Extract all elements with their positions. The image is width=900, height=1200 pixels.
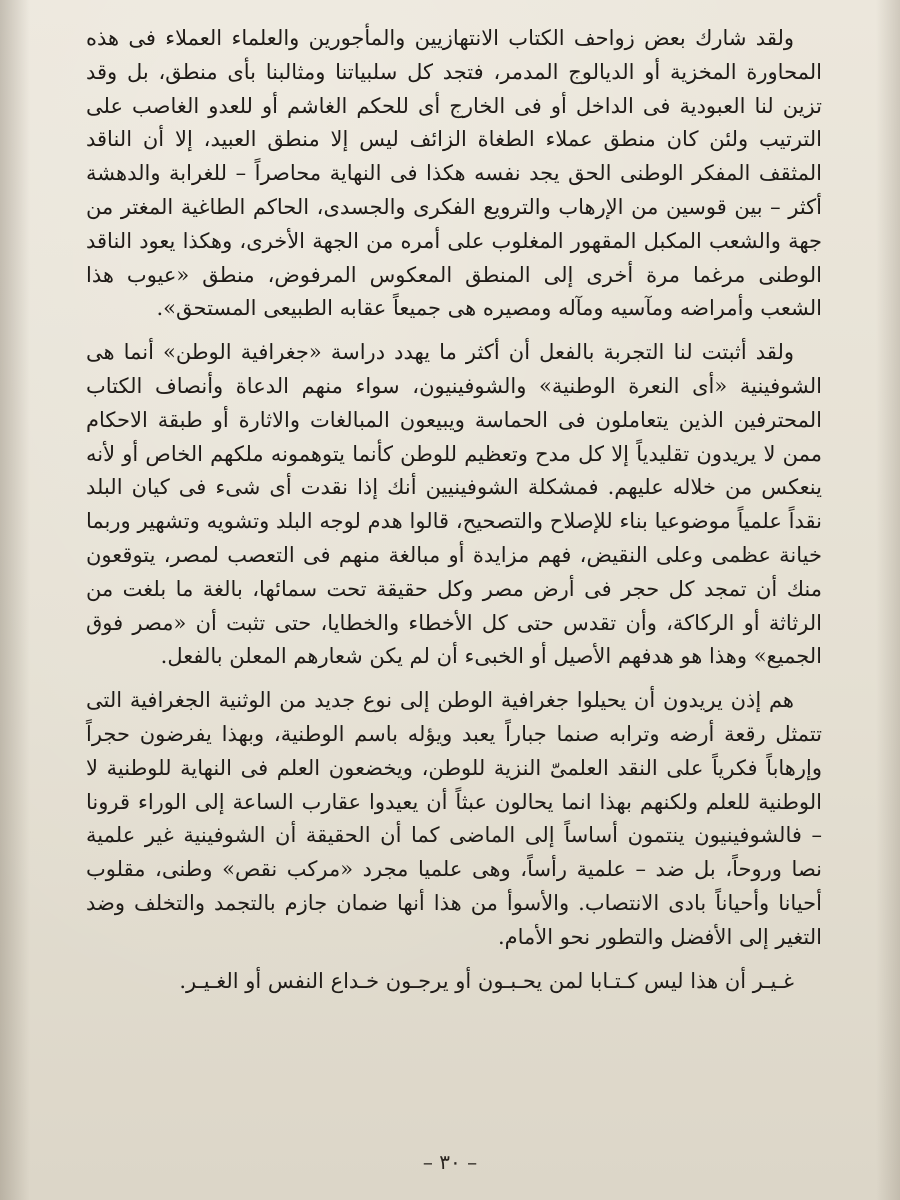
- paragraph-1: ولقد شارك بعض زواحف الكتاب الانتهازيين والمأجورين والعلماء العملاء فى هذه المحاورة المخزية أو الديالوج المدمر، فتجد كل سلبياتنا ومثالبنا بأى منطق، بل وقد تزين لنا العبودية فى الداخل أو فى الخارج أى للحكم الغاشم أو للعدو الغاصب على الترتيب ولئن كان منطق عملاء الطغاة الزائف ليس إلا منطق العبيد، إلا أن الناقد المثقف المفكر الوطنى الحق يجد نفسه هكذا فى النهاية محاصراً – للغرابة والدهشة أكثر – بين قوسين من الإرهاب والترويع الفكرى والجسدى، الحاكم الطاغية المغتر من جهة والشعب المكبل المقهور المغلوب على أمره من الجهة الأخرى، وهكذا يعود الناقد الوطنى مرغما مرة أخرى إلى المنطق المعكوس المرفوض، منطق «عيوب هذا الشعب وأمراضه ومآسيه ومآله ومصيره هى جميعاً عقابه الطبيعى المستحق».: [86, 26, 822, 321]
- page-number: – ٣٠ –: [422, 1150, 478, 1174]
- paragraph-2: ولقد أثبتت لنا التجربة بالفعل أن أكثر ما يهدد دراسة «جغرافية الوطن» أنما هى الشوفينية «أى النعرة الوطنية» والشوفينيون، سواء منهم الدعاة وأنصاف الكتاب المحترفين الذين يتعاملون فى الحماسة ويبيعون المبالغات والاثارة أو طبقة الاحكام ممن لا يريدون تقليدياً إلا كل مدح وتعظيم للوطن كأنما يتوهمونه ملكهم الخاص أو لأنه ينعكس من خلاله عليهم. فمشكلة الشوفينيين أنك إذا نقدت أى شىء فى كيان البلد نقداً علمياً موضوعيا بناء للإصلاح والتصحيح، قالوا هدم لوجه البلد وتشويه وتشهير وربما خيانة عظمى وعلى النقيض، فهم مزايدة أو مبالغة منهم فى التعصب لمصر، يتوقعون منك أن تمجد كل حجر فى أرض مصر وكل حقيقة تحت سمائها، بالغة ما بلغت من الرثاثة أو الركاكة، وأن تقدس حتى كل الأخطاء والخطايا، حتى تثبت أن «مصر فوق الجميع» وهذا هو هدفهم الأصيل أو الخبىء أن لم يكن شعارهم المعلن بالفعل.: [86, 340, 822, 669]
- paragraph-3: هم إذن يريدون أن يحيلوا جغرافية الوطن إلى نوع جديد من الوثنية الجغرافية التى تتمثل رقعة أرضه وترابه صنما جباراً يعبد ويؤله باسم الوطنية، وبهذا يفرضون حجراً وإرهاباً فكرياً على النقد العلمىّ النزية للوطن، ويخضعون العلم فى النهاية للوطنية لا الوطنية للعلم ولكنهم بهذا انما يحالون عبثاً أن يعيدوا عقارب الساعة إلى الوراء قرونا – فالشوفينيون ينتمون أساساً إلى الماضى كما أن الحقيقة أن الشوفينية غير علمية نصا وروحاً، بل ضد – علمية رأساً، وهى علميا مجرد «مركب نقص» وطنى، مقلوب أحيانا وأحياناً بادى الانتصاب. والأسوأ من هذا أنها ضمان جازم بالتجمد والتخلف وضد التغير إلى الأفضل والتطور نحو الأمام.: [86, 688, 822, 949]
- page-body: [86, 22, 822, 998]
- paragraph-4: غـيـر أن هذا ليس كـتـابا لمن يحـبـون أو يرجـون خـداع النفس أو الغـيـر.: [179, 968, 794, 993]
